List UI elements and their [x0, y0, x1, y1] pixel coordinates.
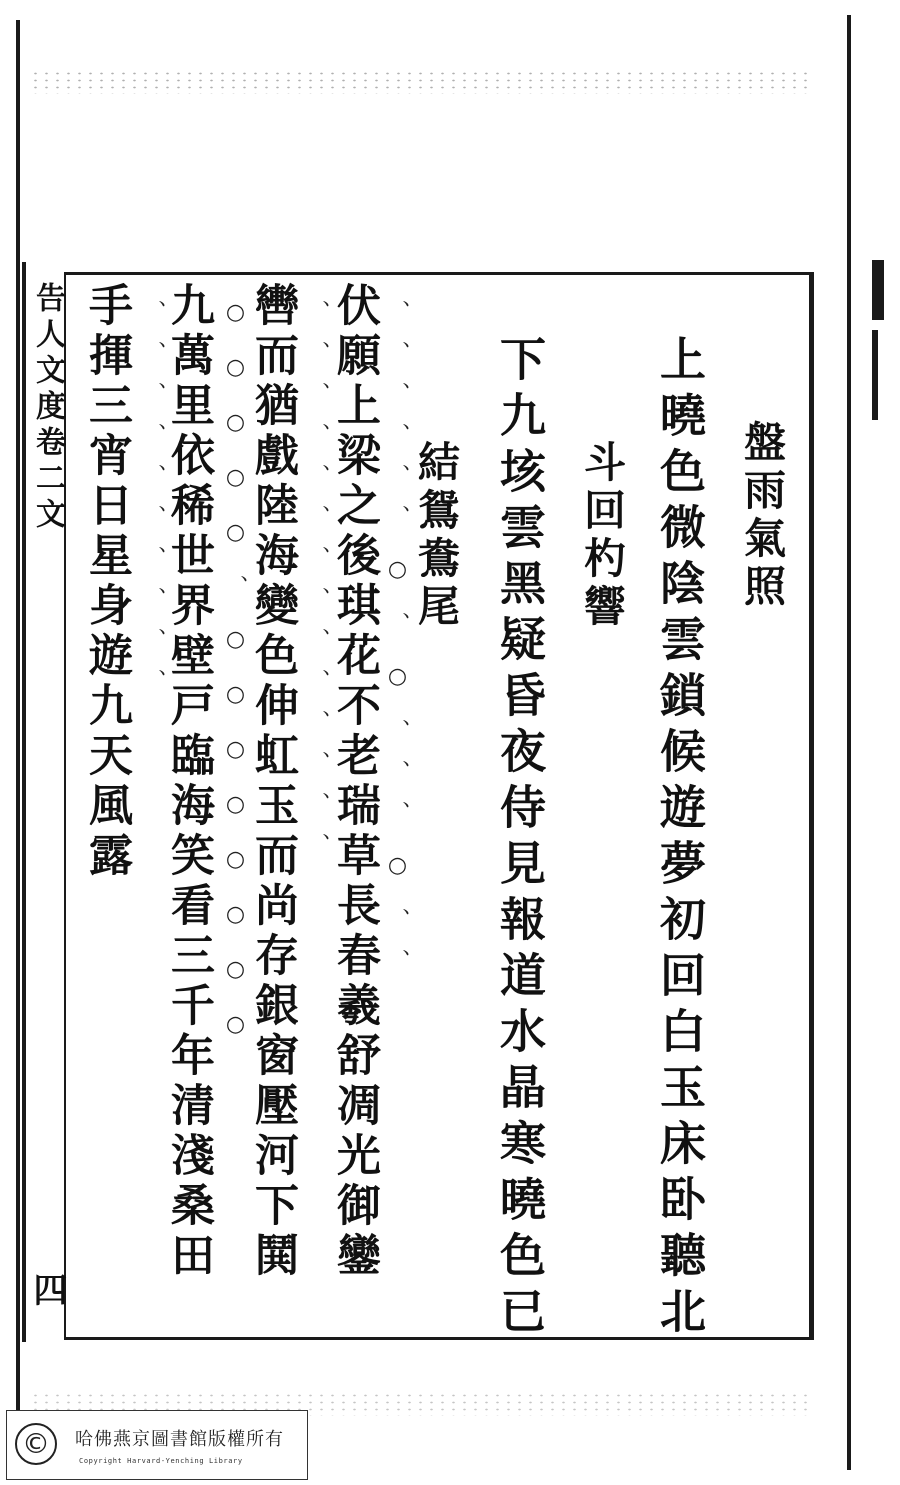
text-column-8: 九萬里依稀世界壁戸臨海笑看三千年清淺桑田	[163, 282, 214, 1282]
copyright-text-english: Copyright Harvard-Yenching Library	[79, 1457, 243, 1465]
punctuation-marks-col9: 、、、、、、、、、、	[141, 300, 166, 721]
text-column-2: 上曉色微陰雲鎖候遊夢初回白玉床卧聽北	[653, 335, 707, 1343]
margin-title	[28, 282, 66, 534]
copyright-icon: ©	[15, 1423, 57, 1465]
text-column-1: 盤雨氣照	[738, 420, 787, 612]
text-column-9: 手揮三宵日星身遊九天風露	[81, 282, 132, 882]
text-column-5: 結鴛鴦尾	[412, 440, 461, 632]
top-speckle-band	[30, 70, 810, 94]
text-column-4: 下九垓雲黑疑昏夜侍見報道水晶寒曉色已	[493, 335, 547, 1343]
margin-section: 卷二	[30, 426, 65, 498]
right-page-rule	[847, 15, 851, 1470]
text-column-3: 斗回杓響	[578, 440, 627, 632]
punctuation-marks-col6: 、、、、、、○、○、、、○、、	[385, 300, 410, 1001]
margin-column	[22, 262, 67, 1342]
right-edge-mark-top	[872, 260, 884, 320]
margin-folio-number: 四	[27, 1272, 67, 1306]
punctuation-marks-col8: ○○○○○、○○○○○○○○	[223, 300, 248, 1067]
text-column-7: 轡而猶戲陸海變色伸虹玉而尚存銀窗壓河下鬨	[247, 282, 298, 1282]
text-column-6: 伏願上梁之後琪花不老瑞草長春羲舒凋光御鑾	[329, 282, 380, 1282]
margin-genre: 文	[30, 498, 65, 534]
copyright-text-chinese: 哈佛燕京圖書館版權所有	[75, 1429, 284, 1450]
punctuation-marks-col7: 、、、、、、、、、、、、、、	[305, 300, 330, 885]
margin-book-title: 告人文度	[30, 282, 65, 426]
right-edge-mark-mid	[872, 330, 878, 420]
copyright-stamp	[6, 1410, 308, 1480]
left-binding-rule	[16, 20, 20, 1420]
